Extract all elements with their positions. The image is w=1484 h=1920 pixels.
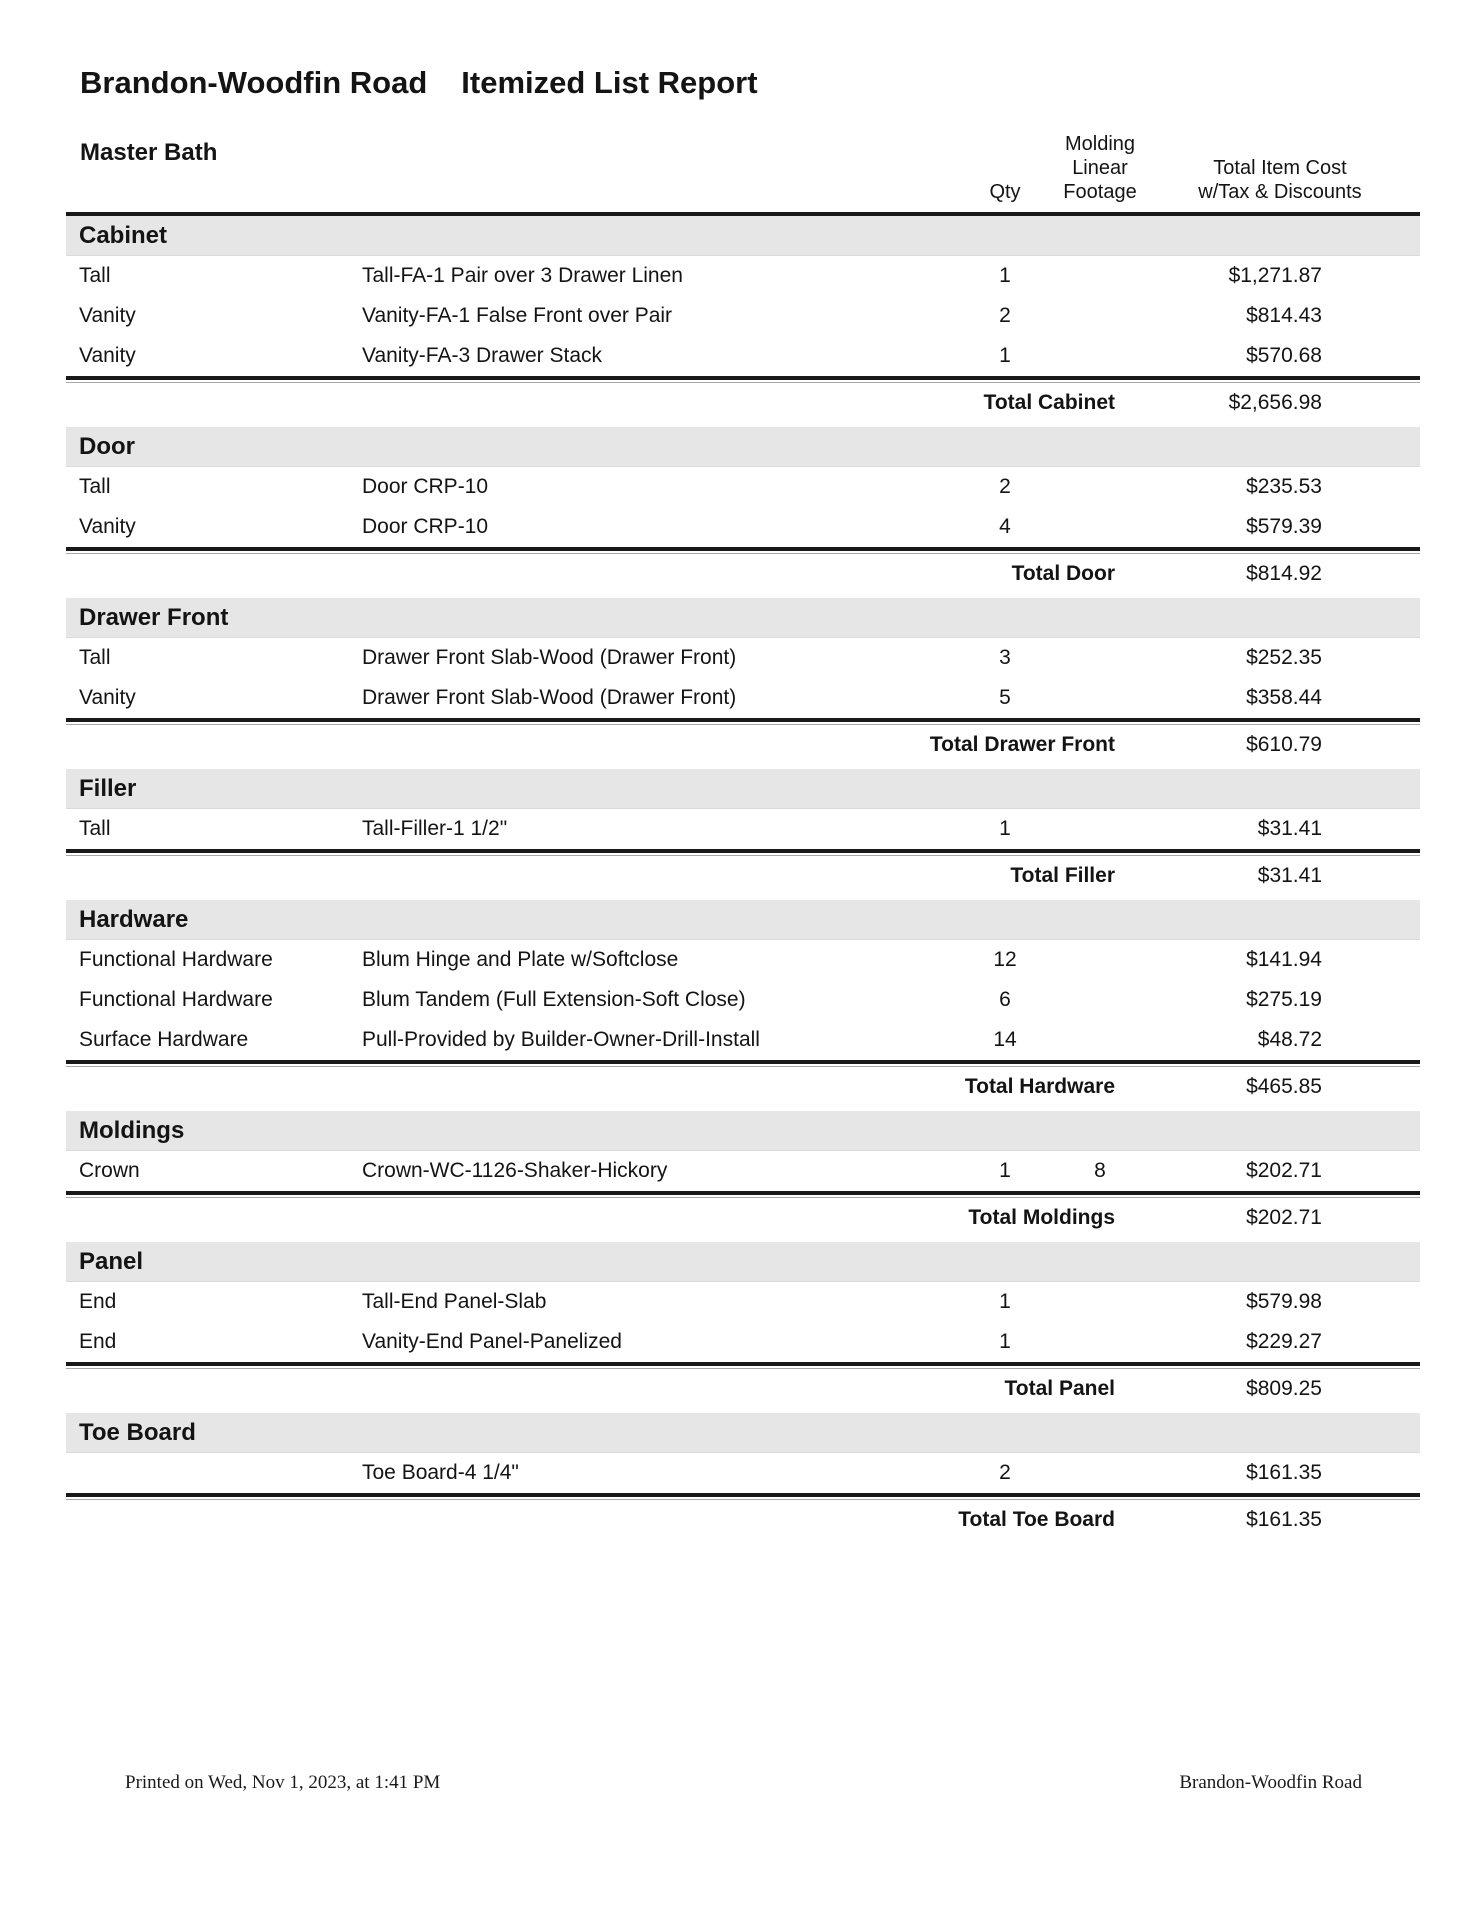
item-row — [66, 1282, 1420, 1322]
section-total-row — [66, 1500, 1420, 1540]
section-header-panel — [66, 1242, 1420, 1282]
item-desc-cell: Vanity-End Panel-Panelized — [362, 1330, 622, 1353]
item-desc-cell: Drawer Front Slab-Wood (Drawer Front) — [362, 686, 737, 709]
section-header-cabinet — [66, 216, 1420, 256]
section-header-hardware — [66, 900, 1420, 940]
section-total-label: Total Filler — [1010, 864, 1115, 887]
item-footage-cell — [1060, 678, 1140, 718]
section-title: Door — [79, 433, 135, 460]
item-row — [66, 638, 1420, 678]
section-drawer-front — [0, 598, 1484, 765]
item-type-cell: Vanity — [79, 515, 136, 538]
section-total-cost: $465.85 — [1246, 1075, 1322, 1098]
item-qty-cell: 2 — [999, 304, 1011, 327]
section-cabinet — [0, 216, 1484, 423]
section-header-toe-board — [66, 1413, 1420, 1453]
item-qty-cell: 1 — [999, 344, 1011, 367]
item-type-cell: Crown — [79, 1159, 140, 1182]
section-total-cost: $31.41 — [1257, 864, 1322, 887]
section-title: Filler — [79, 775, 137, 802]
item-desc-cell: Blum Hinge and Plate w/Softclose — [362, 948, 679, 971]
section-header-drawer-front — [66, 598, 1420, 638]
item-footage-cell — [1060, 1020, 1140, 1060]
item-cost-cell: $229.27 — [1246, 1330, 1322, 1353]
item-row — [66, 336, 1420, 376]
item-cost-cell: $358.44 — [1246, 686, 1322, 709]
item-qty-cell: 12 — [993, 948, 1017, 971]
report-header — [0, 0, 1484, 102]
section-title: Cabinet — [79, 222, 168, 249]
item-type-cell: Tall — [79, 817, 111, 840]
item-cost-cell: $202.71 — [1246, 1159, 1322, 1182]
col-header-molding-line3: Footage — [1063, 181, 1137, 203]
section-total-row — [66, 554, 1420, 594]
section-total-row — [66, 1369, 1420, 1409]
col-header-cost-line2: w/Tax & Discounts — [1198, 181, 1362, 203]
item-qty-cell: 1 — [999, 1159, 1011, 1182]
item-cost-cell: $814.43 — [1246, 304, 1322, 327]
item-desc-cell: Vanity-FA-1 False Front over Pair — [362, 304, 673, 327]
printed-timestamp: Printed on Wed, Nov 1, 2023, at 1:41 PM — [125, 1772, 441, 1793]
item-row — [66, 678, 1420, 718]
item-qty-cell: 1 — [999, 1290, 1011, 1313]
item-qty-cell: 2 — [999, 1461, 1011, 1484]
section-total-rule — [66, 376, 1420, 383]
item-type-cell: End — [79, 1330, 117, 1353]
section-total-cost: $610.79 — [1246, 733, 1322, 756]
project-title: Brandon-Woodfin Road — [80, 65, 428, 100]
item-desc-cell: Tall-End Panel-Slab — [362, 1290, 547, 1313]
section-total-row — [66, 1198, 1420, 1238]
section-header-door — [66, 427, 1420, 467]
section-total-rule — [66, 547, 1420, 554]
section-hardware — [0, 900, 1484, 1107]
section-header-filler — [66, 769, 1420, 809]
section-total-rule — [66, 1060, 1420, 1067]
item-cost-cell: $275.19 — [1246, 988, 1322, 1011]
room-title: Master Bath — [80, 139, 218, 166]
item-footage-cell — [1060, 256, 1140, 296]
section-total-label: Total Door — [1011, 562, 1115, 585]
item-row — [66, 940, 1420, 980]
section-total-label: Total Drawer Front — [929, 733, 1115, 756]
item-type-cell: Tall — [79, 264, 111, 287]
section-total-cost: $809.25 — [1246, 1377, 1322, 1400]
item-footage-cell — [1060, 1282, 1140, 1322]
section-total-cost: $202.71 — [1246, 1206, 1322, 1229]
section-total-row — [66, 383, 1420, 423]
section-total-rule — [66, 718, 1420, 725]
item-footage-cell — [1060, 1322, 1140, 1362]
item-row — [66, 980, 1420, 1020]
footer-project-name: Brandon-Woodfin Road — [1179, 1772, 1362, 1793]
section-total-label: Total Moldings — [968, 1206, 1115, 1229]
item-row — [66, 1020, 1420, 1060]
item-desc-cell: Door CRP-10 — [362, 515, 489, 538]
item-qty-cell: 3 — [999, 646, 1011, 669]
item-desc-cell: Toe Board-4 1/4" — [362, 1461, 519, 1484]
section-panel — [0, 1242, 1484, 1409]
item-qty-cell: 4 — [999, 515, 1011, 538]
item-type-cell: Vanity — [79, 686, 136, 709]
item-footage-cell — [1060, 809, 1140, 849]
page-footer — [125, 1772, 1362, 1794]
section-filler — [0, 769, 1484, 896]
col-header-molding-line1: Molding — [1064, 133, 1136, 155]
item-qty-cell: 1 — [999, 817, 1011, 840]
item-row — [66, 507, 1420, 547]
section-toe-board — [0, 1413, 1484, 1540]
item-type-cell: Tall — [79, 646, 111, 669]
item-type-cell: Functional Hardware — [79, 988, 273, 1011]
section-title: Hardware — [79, 906, 189, 933]
section-title: Moldings — [79, 1117, 185, 1144]
col-header-molding-line2: Linear — [1072, 157, 1128, 179]
section-title: Panel — [79, 1248, 144, 1275]
section-title: Drawer Front — [79, 604, 229, 631]
item-row — [66, 1453, 1420, 1493]
section-total-row — [66, 1067, 1420, 1107]
item-type-cell: End — [79, 1290, 117, 1313]
item-type-cell: Tall — [79, 475, 111, 498]
item-cost-cell: $141.94 — [1246, 948, 1322, 971]
item-qty-cell: 1 — [999, 1330, 1011, 1353]
item-row — [66, 1151, 1420, 1191]
item-qty-cell: 14 — [993, 1028, 1017, 1051]
item-row — [66, 809, 1420, 849]
item-desc-cell: Tall-FA-1 Pair over 3 Drawer Linen — [362, 264, 683, 287]
section-total-rule — [66, 849, 1420, 856]
section-total-cost: $2,656.98 — [1228, 391, 1322, 414]
item-cost-cell: $1,271.87 — [1228, 264, 1322, 287]
section-door — [0, 427, 1484, 594]
item-cost-cell: $252.35 — [1246, 646, 1322, 669]
item-qty-cell: 2 — [999, 475, 1011, 498]
item-row — [66, 1322, 1420, 1362]
item-cost-cell: $570.68 — [1246, 344, 1322, 367]
section-total-label: Total Panel — [1004, 1377, 1115, 1400]
item-footage-cell — [1060, 638, 1140, 678]
item-cost-cell: $161.35 — [1246, 1461, 1322, 1484]
item-desc-cell: Door CRP-10 — [362, 475, 489, 498]
section-total-label: Total Toe Board — [958, 1508, 1115, 1531]
section-total-label: Total Hardware — [964, 1075, 1115, 1098]
item-desc-cell: Blum Tandem (Full Extension-Soft Close) — [362, 988, 746, 1011]
item-footage-cell — [1060, 336, 1140, 376]
item-cost-cell: $235.53 — [1246, 475, 1322, 498]
item-cost-cell: $579.98 — [1246, 1290, 1322, 1313]
section-header-moldings — [66, 1111, 1420, 1151]
item-desc-cell: Tall-Filler-1 1/2" — [362, 817, 508, 840]
item-cost-cell: $48.72 — [1257, 1028, 1322, 1051]
item-desc-cell: Crown-WC-1126-Shaker-Hickory — [362, 1159, 668, 1182]
item-footage-cell: 8 — [1094, 1159, 1106, 1182]
section-total-row — [66, 856, 1420, 896]
item-row — [66, 296, 1420, 336]
section-total-rule — [66, 1191, 1420, 1198]
section-total-rule — [66, 1493, 1420, 1500]
item-type-cell: Vanity — [79, 304, 136, 327]
item-qty-cell: 6 — [999, 988, 1011, 1011]
page-title: Itemized List Report — [461, 65, 758, 100]
item-footage-cell — [1060, 940, 1140, 980]
item-footage-cell — [1060, 507, 1140, 547]
item-qty-cell: 1 — [999, 264, 1011, 287]
section-total-row — [66, 725, 1420, 765]
item-row — [66, 467, 1420, 507]
item-desc-cell: Drawer Front Slab-Wood (Drawer Front) — [362, 646, 737, 669]
col-header-total-item-cost — [1140, 156, 1420, 212]
item-footage-cell — [1060, 1453, 1140, 1493]
section-total-cost: $161.35 — [1246, 1508, 1322, 1531]
section-title: Toe Board — [79, 1419, 196, 1446]
table-column-headers — [66, 132, 1420, 212]
item-cost-cell: $579.39 — [1246, 515, 1322, 538]
item-desc-cell: Vanity-FA-3 Drawer Stack — [362, 344, 603, 367]
section-total-rule — [66, 1362, 1420, 1369]
item-cost-cell: $31.41 — [1257, 817, 1322, 840]
item-type-cell: Functional Hardware — [79, 948, 273, 971]
section-moldings — [0, 1111, 1484, 1238]
col-header-molding-linear-footage — [1060, 132, 1140, 212]
item-type-cell: Vanity — [79, 344, 136, 367]
item-type-cell: Surface Hardware — [79, 1028, 249, 1051]
section-total-label: Total Cabinet — [983, 391, 1115, 414]
item-qty-cell: 5 — [999, 686, 1011, 709]
item-row — [66, 256, 1420, 296]
item-footage-cell — [1060, 467, 1140, 507]
col-header-qty: Qty — [989, 181, 1021, 203]
item-footage-cell — [1060, 980, 1140, 1020]
item-type-cell — [66, 1453, 362, 1493]
section-total-cost: $814.92 — [1246, 562, 1322, 585]
item-footage-cell — [1060, 296, 1140, 336]
col-header-cost-line1: Total Item Cost — [1213, 157, 1347, 179]
item-desc-cell: Pull-Provided by Builder-Owner-Drill-Install — [362, 1028, 760, 1051]
